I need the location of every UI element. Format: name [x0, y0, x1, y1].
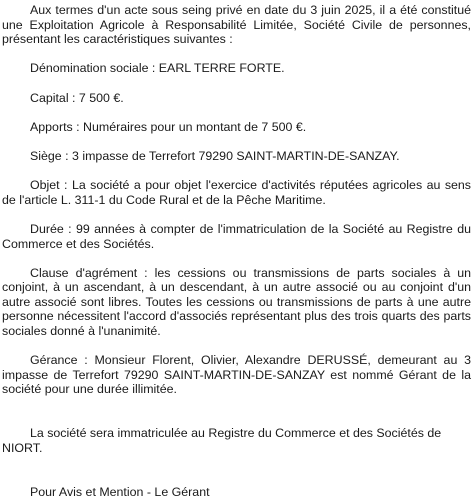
duree-paragraph: Durée : 99 années à compter de l'immatriculation de la Société au Registre du Commerce et des Sociétés.: [2, 221, 471, 251]
agrement-paragraph: Clause d'agrément : les cessions ou transmissions de parts sociales à un conjoint, à un ascendant, à un descendant, à un autre associé ou au conjoint d'un autre associé sont libres. Toutes les cessions ou transmissions de parts à une autre personne nécessitent l'accord d'associés représentant plus des trois quarts des parts sociales donné à l'unanimité.: [2, 265, 471, 339]
denomination-line: Dénomination sociale : EARL TERRE FORTE.: [30, 61, 285, 76]
siege-line: Siège : 3 impasse de Terrefort 79290 SAINT-MARTIN-DE-SANZAY.: [30, 148, 400, 163]
objet-paragraph: Objet : La société a pour objet l'exercice d'activités réputées agricoles au sens de l'article L. 311-1 du Code Rural et de la Pêche Maritime.: [2, 178, 471, 207]
capital-line: Capital : 7 500 €.: [30, 90, 124, 105]
apports-line: Apports : Numéraires pour un montant de 7 500 €.: [30, 119, 307, 134]
intro-paragraph: Aux termes d'un acte sous seing privé en date du 3 juin 2025, il a été constitué une Exploitation Agricole à Responsabilité Limitée, Société Civile de personnes, présentant les caractéristiques suivantes :: [2, 3, 471, 47]
signature-line: Pour Avis et Mention - Le Gérant: [30, 484, 210, 499]
gerance-paragraph: Gérance : Monsieur Florent, Olivier, Alexandre DERUSSÉ, demeurant au 3 impasse de Terrefort 79290 SAINT-MARTIN-DE-SANZAY est nommé Gérant de la société pour une durée illimitée.: [2, 353, 471, 397]
immatriculation-line: La société sera immatriculée au Registre du Commerce et des Sociétés de NIORT.: [2, 426, 442, 455]
